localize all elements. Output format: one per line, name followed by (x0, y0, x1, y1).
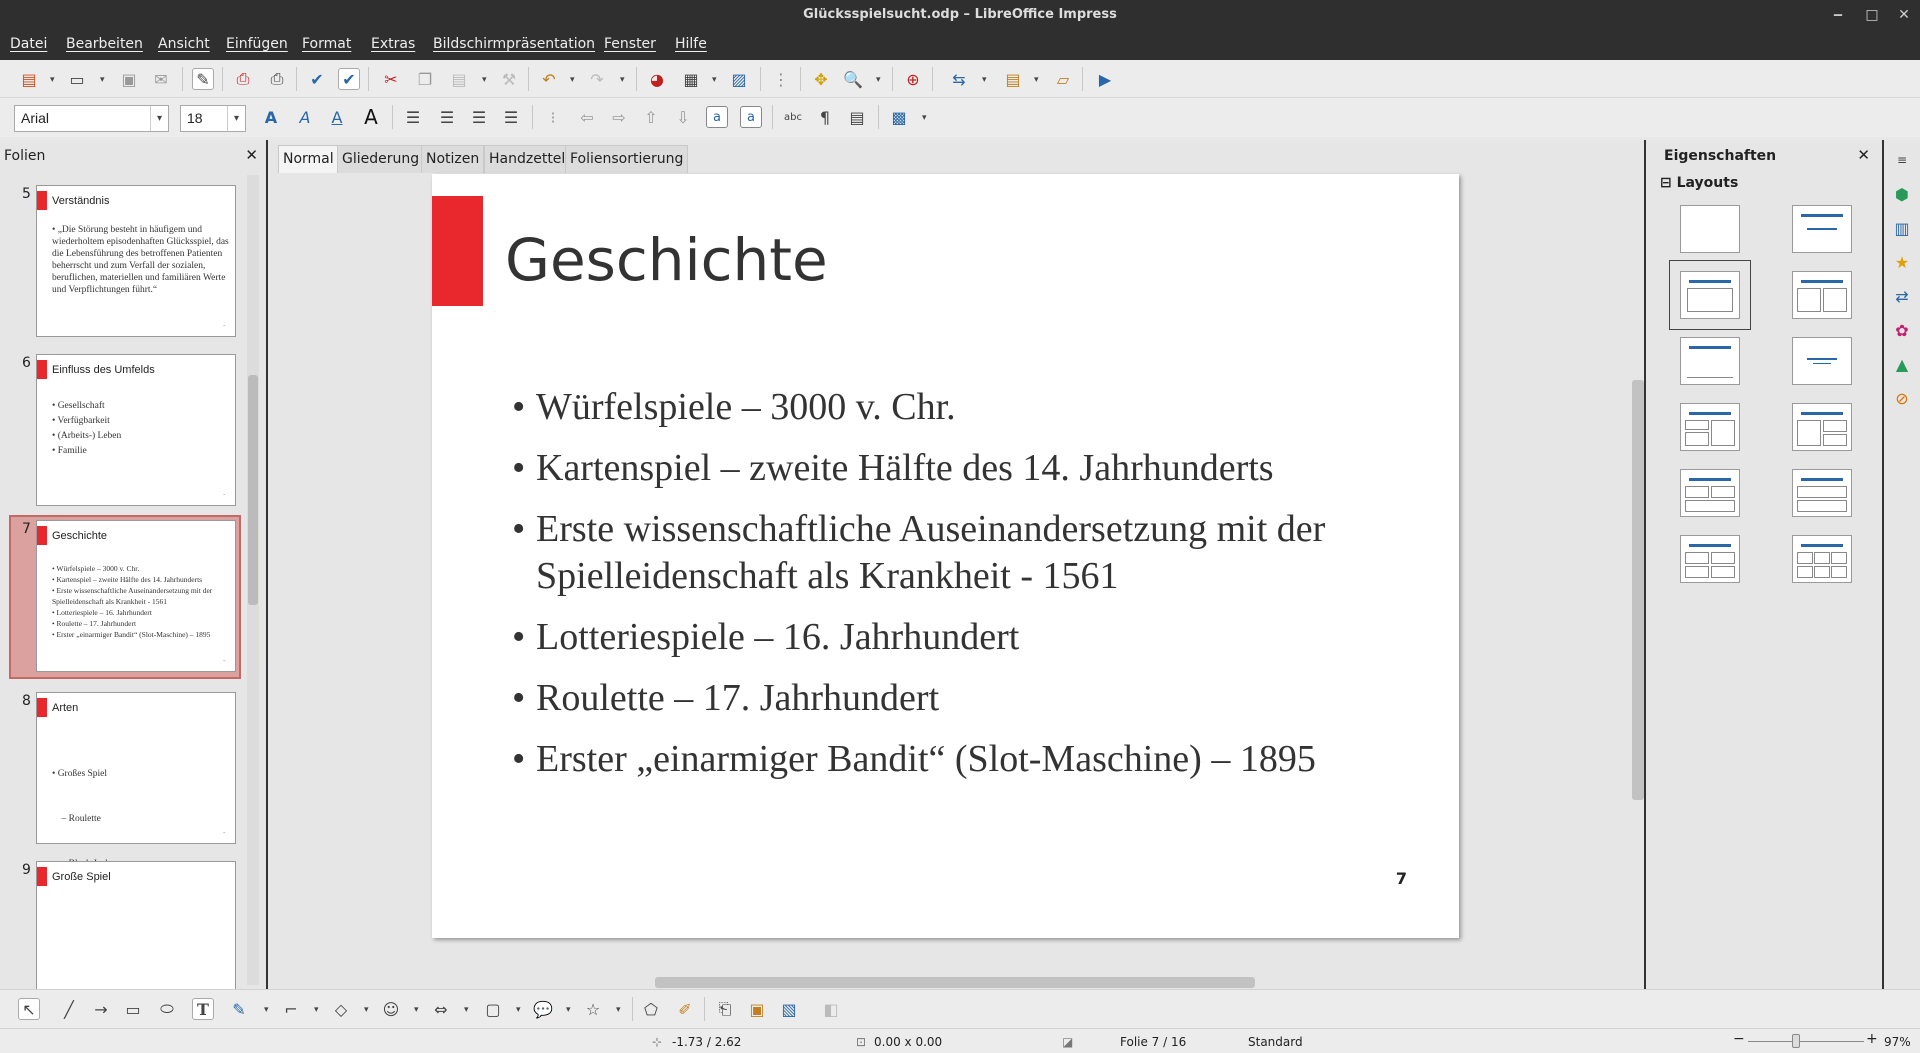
justify-icon[interactable]: ☰ (503, 107, 519, 127)
layout-box (1685, 432, 1709, 446)
menu-bar (0, 31, 1920, 60)
toolbar-separator (800, 67, 801, 91)
view-tabs (270, 140, 1644, 174)
properties-panel-close-icon[interactable]: ✕ (1857, 146, 1870, 164)
decrease-font-icon[interactable]: a (740, 106, 762, 128)
drawing-toolbar (0, 989, 1920, 1028)
demote-icon[interactable]: ⇨ (612, 107, 626, 127)
font-color-icon[interactable]: A (364, 105, 378, 129)
thumbnail-page-mark: · (223, 492, 225, 499)
extrusion-icon[interactable]: ◧ (823, 999, 839, 1019)
toolbar-separator (932, 67, 933, 91)
cursor-position: -1.73 / 2.62 (672, 1035, 742, 1049)
open-icon[interactable]: ▭ (69, 69, 85, 89)
master-page-name[interactable]: Standard (1248, 1035, 1303, 1049)
thumbnail-title: Große Spiel (52, 871, 111, 883)
toolbar-separator (772, 105, 773, 129)
layout-title-two-top[interactable] (1680, 469, 1740, 517)
menu-extras[interactable]: Extras (371, 36, 416, 52)
slide-transition-deck-icon[interactable]: ⇄ (1895, 286, 1909, 306)
layout-box (1685, 552, 1709, 564)
layout-box (1685, 486, 1709, 498)
sidebar-tabbar (1884, 140, 1920, 989)
align-left-icon[interactable]: ☰ (405, 107, 421, 127)
slide-bullet: • Lotteriespiele – 16. Jahrhundert (512, 614, 1412, 661)
redo-dropdown-icon[interactable]: ▾ (620, 75, 625, 85)
align-center-icon[interactable]: ☰ (439, 107, 455, 127)
thumbnail-bullet: • Kartenspiel – zweite Hälfte des 14. Jahrhunderts (52, 575, 203, 584)
block-arrows-icon[interactable]: ⇔ (434, 999, 448, 1019)
slides-panel (0, 140, 268, 989)
help-icon[interactable]: ⊕ (906, 69, 920, 89)
position-icon: ⊹ (652, 1035, 663, 1049)
layout-line (1801, 478, 1843, 481)
font-name-field[interactable] (14, 105, 169, 132)
toolbar-separator (892, 67, 893, 91)
thumbnail-title: Geschichte (52, 530, 108, 542)
line-icon[interactable]: ╱ (64, 999, 74, 1019)
slide-number: 5 (22, 186, 31, 202)
slide-canvas[interactable] (432, 174, 1459, 938)
ellipse-icon[interactable]: ⬭ (160, 999, 174, 1018)
layout-line (1801, 412, 1843, 415)
layout-box (1831, 566, 1847, 578)
menu-ansicht[interactable]: Ansicht (158, 36, 210, 52)
layout-line (1689, 478, 1731, 481)
layout-box (1797, 500, 1847, 512)
increase-font-icon[interactable]: a (706, 106, 728, 128)
thumbnail-preview (36, 354, 236, 506)
thumbnail-body (52, 399, 232, 459)
layout-box (1823, 420, 1847, 432)
spellcheck-icon[interactable]: ✔ (310, 69, 324, 89)
character-icon[interactable]: abc (784, 111, 802, 123)
layout-dropdown-icon[interactable]: ▾ (1034, 75, 1039, 85)
layout-line (1689, 412, 1731, 415)
slide-number: 9 (22, 862, 31, 878)
font-size-value: 18 (187, 110, 203, 126)
slide-bullet: • Erste wissenschaftliche Auseinandersetzung mit der Spielleidenschaft als Krankheit - 1561 (512, 506, 1412, 600)
layout-box (1831, 552, 1847, 564)
thumbnail-bullet: • Verfügbarkeit (52, 416, 110, 426)
navigator-dropdown-icon[interactable]: ▾ (982, 75, 987, 85)
paste-icon[interactable]: ▤ (451, 69, 467, 89)
size-icon: ⊡ (856, 1035, 867, 1049)
area-fill-icon[interactable]: ▩ (891, 107, 907, 127)
thumbnail-preview (36, 185, 236, 337)
points-icon[interactable]: ⬠ (644, 999, 658, 1019)
toolbar-separator (760, 67, 761, 91)
curve-dropdown-icon[interactable]: ▾ (264, 1005, 269, 1015)
move-up-icon[interactable]: ⇧ (644, 107, 658, 127)
print-icon[interactable]: ⎙ (270, 69, 284, 88)
thumbnail-page-mark: · (223, 830, 225, 837)
thumbnail-accent-bar (37, 360, 47, 379)
layout-box (1711, 552, 1735, 564)
new-dropdown-icon[interactable]: ▾ (50, 75, 55, 85)
thumbnail-title: Arten (52, 702, 79, 714)
tab-gliederung[interactable]: Gliederung (337, 145, 424, 173)
layout-blank[interactable] (1680, 205, 1740, 253)
tab-foliensortierung[interactable]: Foliensortierung (565, 145, 688, 173)
minimize-icon[interactable]: ‒ (1833, 7, 1843, 23)
symbol-shapes-icon[interactable]: ☺ (382, 999, 400, 1019)
line-arrow-icon[interactable]: → (94, 999, 108, 1019)
paste-dropdown-icon[interactable]: ▾ (482, 75, 487, 85)
slide-thumbnail-5[interactable] (10, 182, 240, 340)
menu-format[interactable]: Format (302, 36, 352, 52)
layout-box (1711, 566, 1735, 578)
redo-icon[interactable]: ↷ (590, 69, 604, 89)
flowchart-icon[interactable]: ▢ (485, 999, 501, 1019)
layout-box (1687, 288, 1733, 312)
save-icon[interactable]: ▣ (121, 69, 137, 89)
status-bar (0, 1028, 1920, 1053)
toolbar-separator (636, 67, 637, 91)
paragraph-icon[interactable]: ¶ (819, 107, 831, 127)
fontwork-gallery-icon[interactable]: ⎗ (718, 999, 732, 1018)
slide-content-list[interactable] (512, 384, 1412, 797)
bullets-icon[interactable]: ⁝ (550, 107, 556, 127)
layout-line (1689, 346, 1731, 349)
font-size-dropdown-icon[interactable]: ▾ (227, 106, 245, 131)
slide-bullet: • Roulette – 17. Jahrhundert (512, 675, 1412, 722)
formatting-toolbar (0, 98, 1920, 137)
zoom-dropdown-icon[interactable]: ▾ (876, 75, 881, 85)
layout-line (1807, 228, 1837, 230)
navigator-icon[interactable]: ⇆ (952, 69, 966, 89)
slide-number: 7 (22, 521, 31, 537)
promote-icon[interactable]: ⇦ (580, 107, 594, 127)
layout-title-six-content[interactable] (1792, 535, 1852, 583)
layouts-section-label: Layouts (1676, 175, 1739, 191)
table-dropdown-icon[interactable]: ▾ (712, 75, 717, 85)
toolbar-separator (296, 67, 297, 91)
block-arrows-dropdown-icon[interactable]: ▾ (464, 1005, 469, 1015)
chart-icon[interactable]: ◕ (650, 69, 664, 89)
layout-box (1823, 434, 1847, 446)
thumbnail-body (52, 563, 232, 640)
layout-box (1685, 420, 1709, 430)
curve-icon[interactable]: ✎ (232, 999, 246, 1019)
layout-box (1685, 566, 1709, 578)
toolbar-separator (222, 67, 223, 91)
text-icon[interactable]: T (192, 998, 214, 1020)
custom-animation-deck-icon[interactable]: ★ (1894, 252, 1910, 272)
navigator-deck-icon[interactable]: ⊘ (1895, 388, 1909, 408)
properties-panel (1644, 140, 1884, 989)
menu-fenster[interactable]: Fenster (604, 36, 656, 52)
font-name-value: Arial (21, 110, 50, 126)
zoom-icon[interactable]: 🔍 (843, 69, 863, 89)
select-icon[interactable]: ↖ (18, 998, 40, 1020)
callouts-dropdown-icon[interactable]: ▾ (566, 1005, 571, 1015)
basic-shapes-icon[interactable]: ◇ (334, 999, 348, 1019)
thumbnail-bullet: • Gesellschaft (52, 401, 105, 411)
thumbnail-preview (36, 520, 236, 672)
layout-line (1813, 363, 1831, 364)
open-dropdown-icon[interactable]: ▾ (100, 75, 105, 85)
zoom-slider[interactable] (1748, 1041, 1864, 1042)
thumbnail-bullet: • (Arbeits-) Leben (52, 431, 122, 441)
maximize-icon[interactable]: □ (1865, 7, 1879, 23)
menu-hilfe[interactable]: Hilfe (675, 36, 707, 52)
window-title: Glücksspielsucht.odp – LibreOffice Impress (803, 7, 1117, 22)
connector-dropdown-icon[interactable]: ▾ (314, 1005, 319, 1015)
layout-title-content-selected[interactable] (1680, 271, 1740, 319)
slide-bullet: • Kartenspiel – zweite Hälfte des 14. Jahrhunderts (512, 445, 1412, 492)
layout-line (1801, 544, 1843, 547)
toolbar-separator (704, 997, 705, 1021)
layout-box (1797, 486, 1847, 498)
slide-thumbnail-7-selected[interactable] (9, 515, 241, 679)
sidebar-menu-icon[interactable]: ≡ (1896, 153, 1908, 167)
connector-icon[interactable]: ⌐ (284, 999, 298, 1019)
table-icon[interactable]: ▦ (683, 69, 699, 89)
underline-icon[interactable]: A (331, 107, 343, 127)
align-right-icon[interactable]: ☰ (471, 107, 487, 127)
slides-panel-title: Folien (4, 148, 46, 164)
edit-mode-icon[interactable]: ✎ (192, 68, 214, 90)
font-name-dropdown-icon[interactable]: ▾ (150, 106, 168, 131)
export-pdf-icon[interactable]: ⎙ (236, 69, 250, 88)
thumbnail-bullet: • Roulette – 17. Jahrhundert (52, 619, 137, 628)
slide-thumbnail-6[interactable] (10, 351, 240, 509)
layout-title-four-content[interactable] (1680, 535, 1740, 583)
slide-number: 6 (22, 355, 31, 371)
properties-deck-icon[interactable]: ⬢ (1895, 184, 1909, 204)
symbol-shapes-dropdown-icon[interactable]: ▾ (414, 1005, 419, 1015)
toolbar-separator (632, 997, 633, 1021)
horizontal-scrollbar[interactable] (655, 977, 1255, 988)
thumbnail-bullet: • Erster „einarmiger Bandit“ (Slot-Maschine) – 1895 (52, 630, 211, 639)
undo-dropdown-icon[interactable]: ▾ (570, 75, 575, 85)
glue-points-icon[interactable]: ✐ (678, 999, 692, 1019)
slide-page-number: 7 (1395, 869, 1407, 888)
thumbnail-bullet: • Großes Spiel (52, 769, 108, 779)
thumbnail-body (52, 224, 232, 296)
thumbnail-bullet: • Würfelspiele – 3000 v. Chr. (52, 564, 140, 573)
layout-box (1814, 552, 1830, 564)
layout-box (1814, 566, 1830, 578)
zoom-out-icon[interactable]: − (1733, 1031, 1745, 1047)
slide-accent-bar (432, 196, 483, 306)
tab-handzettel[interactable]: Handzettel (484, 145, 570, 173)
layout-box (1797, 288, 1821, 312)
autospellcheck-icon[interactable]: ✔ (338, 68, 360, 90)
basic-shapes-dropdown-icon[interactable]: ▾ (364, 1005, 369, 1015)
toolbar-separator (368, 67, 369, 91)
menu-einfuegen[interactable]: Einfügen (226, 36, 288, 52)
thumbnail-bullet: – Roulette (52, 814, 101, 824)
layout-line (1801, 280, 1843, 283)
area-fill-dropdown-icon[interactable]: ▾ (922, 113, 927, 123)
bullets-numbering-icon[interactable]: ▤ (849, 107, 865, 127)
properties-panel-title: Eigenschaften (1664, 148, 1777, 164)
layout-box (1687, 354, 1733, 378)
document-modified-icon[interactable]: ◪ (1062, 1035, 1074, 1049)
clone-formatting-icon[interactable]: ⚒ (501, 69, 517, 89)
gallery-deck-icon[interactable]: ▲ (1895, 354, 1909, 374)
vertical-scrollbar[interactable] (1632, 380, 1644, 800)
slide-title[interactable]: Geschichte (505, 226, 828, 294)
object-size: 0.00 x 0.00 (874, 1035, 943, 1049)
layout-line (1689, 280, 1731, 283)
thumbnail-page-mark: · (223, 323, 225, 330)
master-slides-deck-icon[interactable]: ▥ (1894, 218, 1910, 238)
undo-icon[interactable]: ↶ (542, 69, 556, 89)
slide-indicator: Folie 7 / 16 (1120, 1035, 1187, 1049)
italic-fontwork-icon[interactable]: A (299, 107, 311, 127)
copy-icon[interactable]: ❐ (417, 69, 433, 89)
slides-panel-scrollbar-thumb[interactable] (248, 375, 258, 605)
layout-title-content-2[interactable] (1680, 337, 1740, 385)
layout-title-stacked[interactable] (1792, 469, 1852, 517)
master-slide-icon[interactable]: ▱ (1056, 69, 1070, 89)
toolbar-separator (1082, 67, 1083, 91)
thumbnail-accent-bar (37, 698, 47, 717)
toolbar-separator (392, 105, 393, 129)
slide-number: 8 (22, 693, 31, 709)
layout-box (1797, 566, 1813, 578)
email-icon[interactable]: ✉ (154, 69, 168, 89)
rectangle-icon[interactable]: ▭ (125, 999, 141, 1019)
styles-deck-icon[interactable]: ✿ (1895, 320, 1909, 340)
toolbar-separator (182, 67, 183, 91)
layout-line (1801, 214, 1843, 217)
close-window-icon[interactable]: ✕ (1898, 7, 1910, 23)
callouts-icon[interactable]: 💬 (533, 999, 553, 1019)
window-titlebar (0, 0, 1920, 31)
layout-line (1807, 358, 1837, 360)
toolbar-separator (878, 105, 879, 129)
slides-panel-close-icon[interactable]: ✕ (245, 146, 258, 164)
font-size-field[interactable] (180, 105, 246, 132)
slide-bullet: • Würfelspiele – 3000 v. Chr. (512, 384, 1412, 431)
from-file-icon[interactable]: ▣ (749, 999, 765, 1019)
menu-bildschirmpraesentation[interactable]: Bildschirmpräsentation (433, 36, 596, 52)
stars-icon[interactable]: ☆ (585, 999, 601, 1019)
thumbnail-title: Einfluss des Umfelds (52, 364, 155, 376)
new-document-icon[interactable]: ▤ (21, 69, 37, 89)
thumbnail-bullet: • Erste wissenschaftliche Auseinandersetzung mit der Spielleidenschaft als Krankheit - 1561 (52, 586, 213, 606)
toolbar-separator (528, 67, 529, 91)
standard-toolbar (0, 60, 1920, 98)
layout-line (1689, 544, 1731, 547)
helplines-icon[interactable]: ✥ (814, 69, 828, 89)
layout-title-content-two[interactable] (1680, 403, 1740, 451)
layout-centered-text[interactable] (1792, 337, 1852, 385)
thumbnail-bullet: • Familie (52, 446, 87, 456)
layout-box (1797, 420, 1821, 446)
slide-bullet: • Erster „einarmiger Bandit“ (Slot-Maschine) – 1895 (512, 736, 1412, 783)
menu-bearbeiten[interactable]: Bearbeiten (66, 36, 143, 52)
slides-panel-scrollbar[interactable] (247, 175, 259, 985)
layout-box (1797, 552, 1813, 564)
tab-normal[interactable]: Normal (278, 145, 339, 173)
gallery-icon[interactable]: ▧ (781, 999, 797, 1019)
fontwork-icon[interactable]: A (264, 107, 278, 127)
zoom-slider-handle[interactable] (1792, 1034, 1800, 1048)
layout-title-only[interactable] (1792, 205, 1852, 253)
layouts-section-header[interactable]: ⊟ Layouts (1660, 175, 1739, 191)
thumbnail-accent-bar (37, 867, 47, 886)
zoom-in-icon[interactable]: + (1866, 1031, 1878, 1047)
layout-box (1711, 420, 1735, 446)
layout-title-two-content[interactable] (1792, 271, 1852, 319)
start-slideshow-icon[interactable]: ▶ (1098, 69, 1112, 89)
layout-box (1823, 288, 1847, 312)
insert-image-icon[interactable]: ▨ (731, 69, 747, 89)
grid-icon[interactable]: ⋮ (773, 69, 789, 89)
slide-layout-icon[interactable]: ▤ (1005, 69, 1021, 89)
slide-thumbnail-9[interactable] (10, 858, 240, 986)
cut-icon[interactable]: ✂ (384, 69, 398, 89)
zoom-level[interactable]: 97% (1884, 1035, 1911, 1049)
tab-notizen[interactable]: Notizen (421, 145, 484, 173)
thumbnail-title: Verständnis (52, 195, 110, 207)
menu-datei[interactable]: Datei (10, 36, 48, 52)
thumbnail-page-mark: · (223, 658, 225, 665)
thumbnail-bullet: • „Die Störung besteht in häufigem und wiederholtem episodenhaften Glücksspiel, das die Lebensführung des betroffenen Patienten beherrscht und zum Verfall der sozialen, beruflichen, materiellen und familiären Werte und Verpflichtungen führt.“ (52, 225, 229, 295)
slide-thumbnail-8[interactable] (10, 689, 240, 847)
stars-dropdown-icon[interactable]: ▾ (616, 1005, 621, 1015)
layout-box (1685, 500, 1735, 512)
toolbar-separator (532, 105, 533, 129)
layout-two-content-title[interactable] (1792, 403, 1852, 451)
thumbnail-accent-bar (37, 526, 47, 545)
move-down-icon[interactable]: ⇩ (676, 107, 690, 127)
layout-box (1711, 486, 1735, 498)
thumbnail-accent-bar (37, 191, 47, 210)
thumbnail-preview (36, 692, 236, 844)
thumbnail-bullet: • Lotteriespiele – 16. Jahrhundert (52, 608, 152, 617)
flowchart-dropdown-icon[interactable]: ▾ (516, 1005, 521, 1015)
